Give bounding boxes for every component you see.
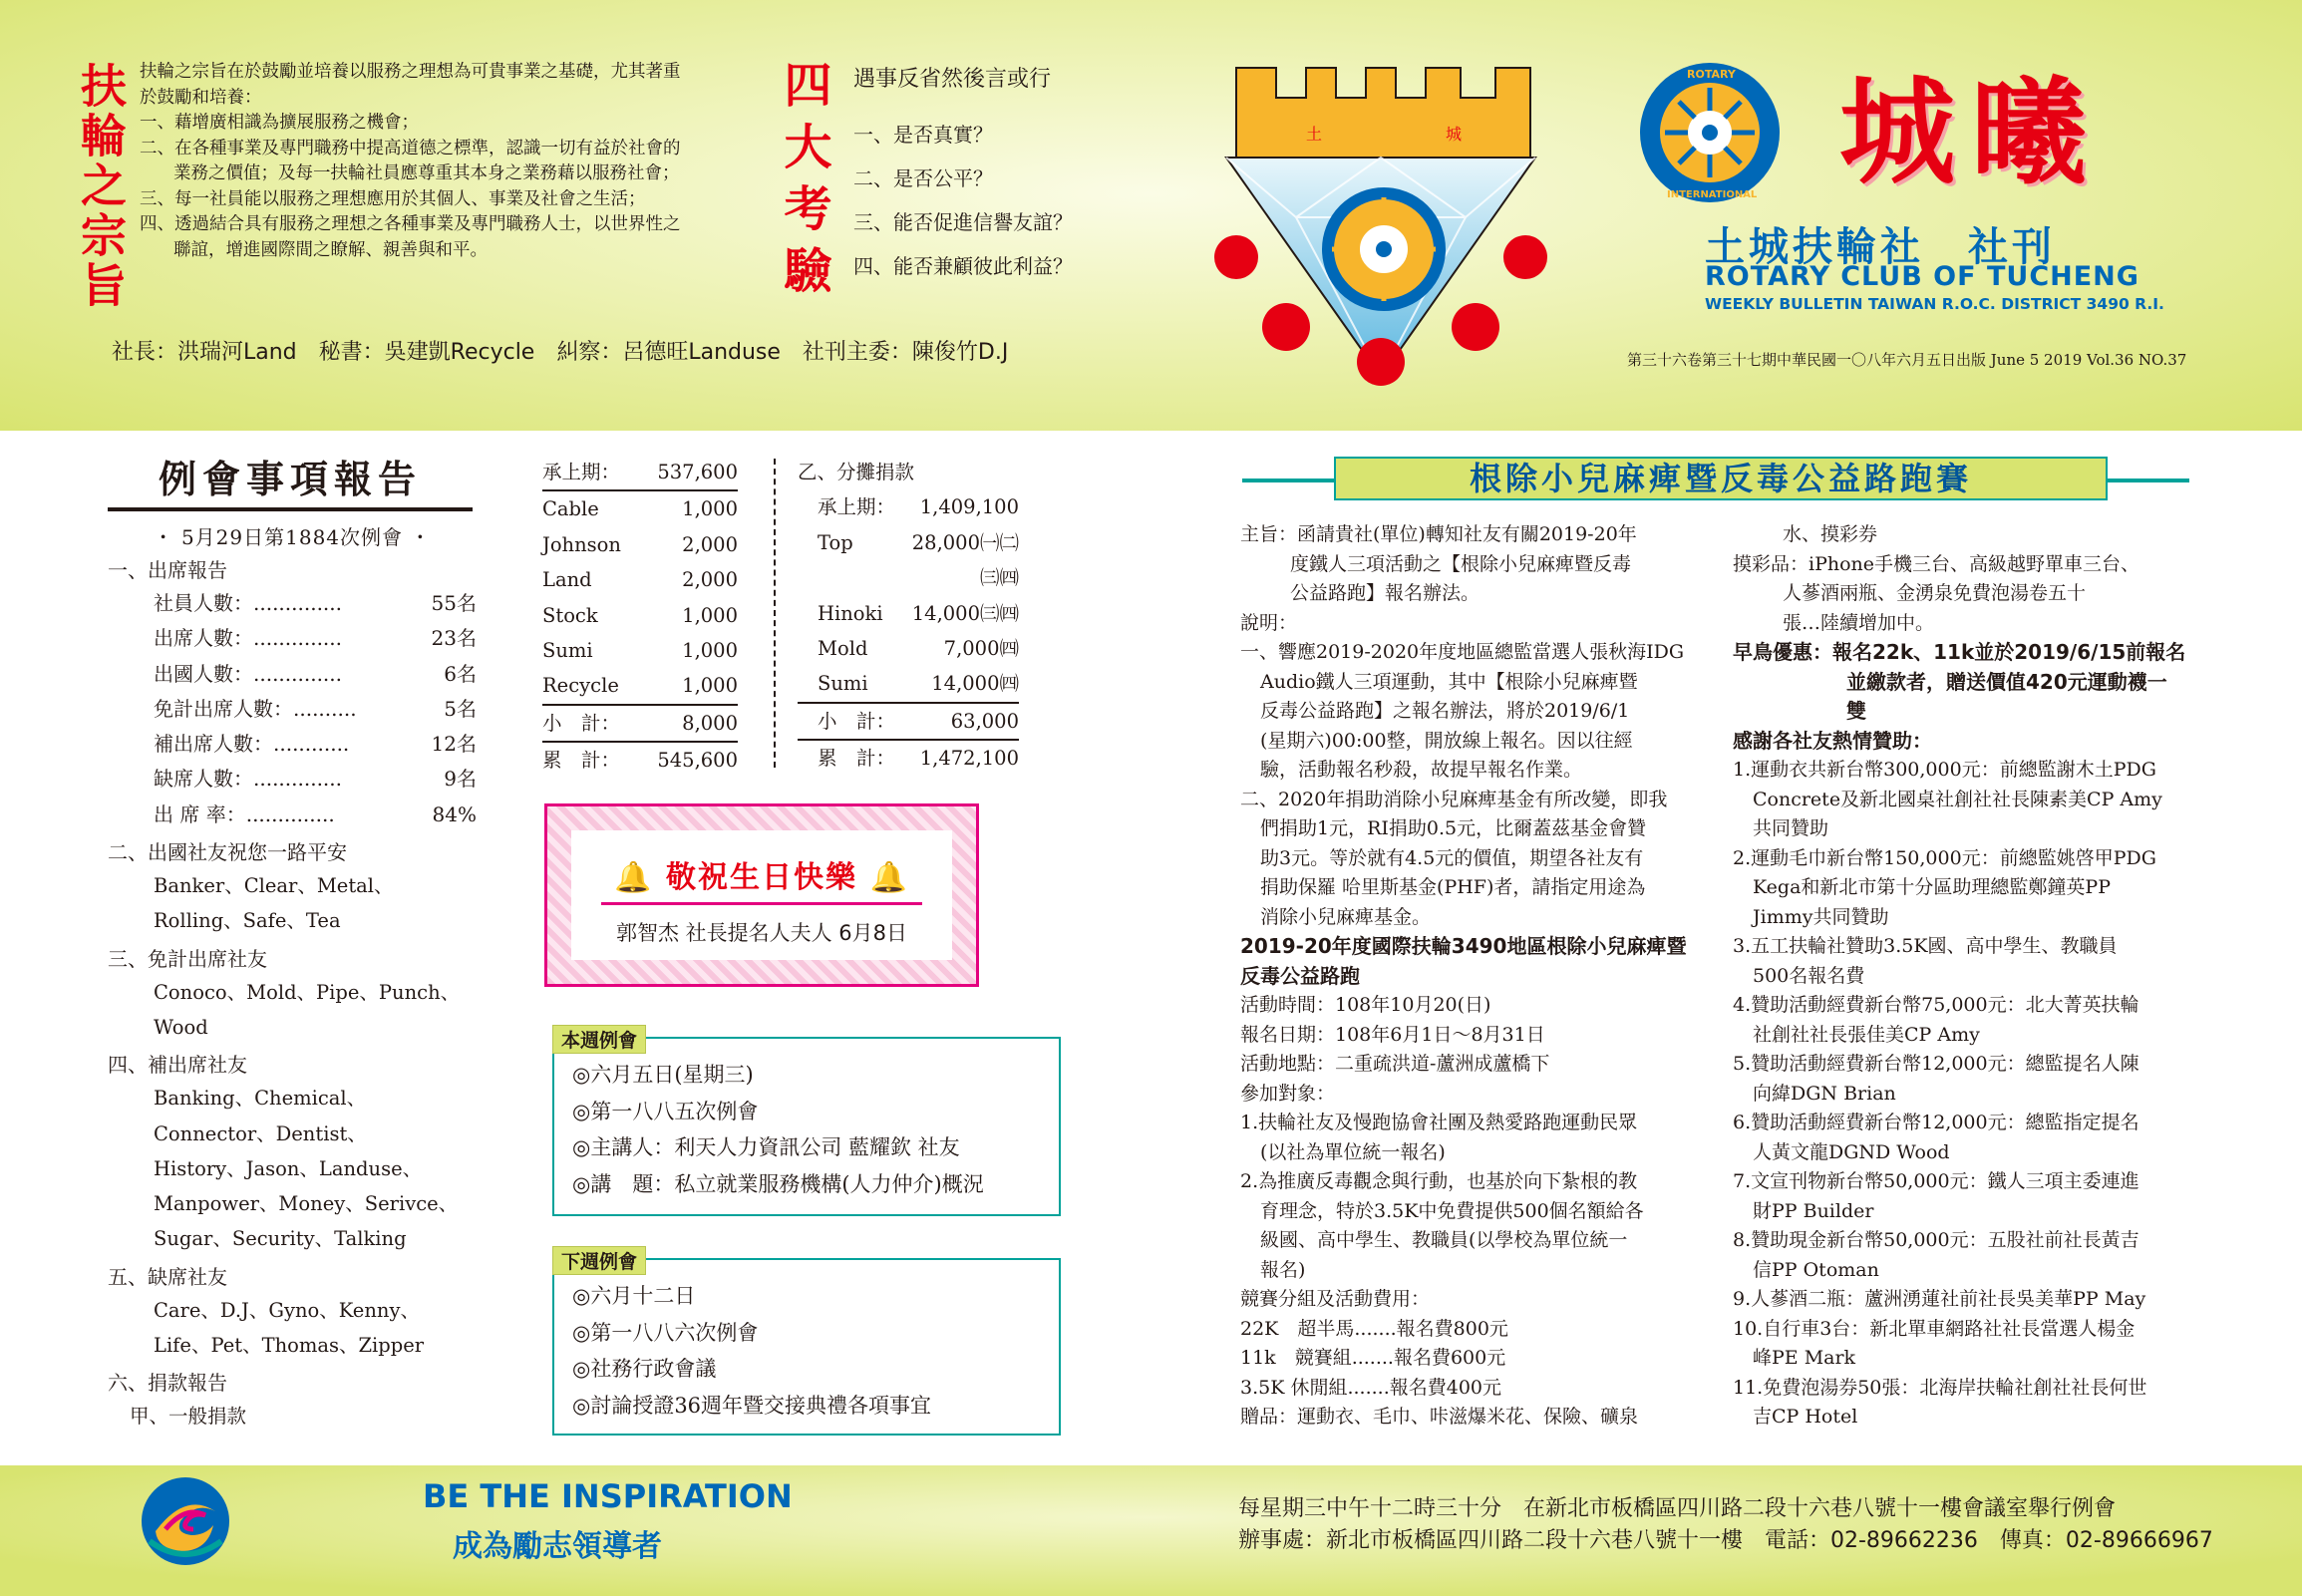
- article-line: 9.人蔘酒二瓶：蘆洲湧蓮社前社長吳美華PP May: [1733, 1288, 2146, 1310]
- slogan-zh: 成為勵志領導者: [453, 1529, 662, 1564]
- schedule-item: ◎討論授證36週年暨交接典禮各項事宜: [572, 1393, 932, 1418]
- article-line: 級國、高中學生、教職員(以學校為單位統一: [1260, 1229, 1628, 1251]
- attendance-row: 出席人數：.............. 23名: [154, 626, 477, 651]
- donation-row: ㈢㈣: [979, 566, 1019, 590]
- attendance-row: 社員人數：.............. 55名: [154, 591, 477, 615]
- bulletin-title: 城曦: [1839, 65, 2103, 200]
- tenet-item: 四、透過結合具有服務之理想之各種事業及專門職務人士，以世界性之: [140, 214, 681, 234]
- donation-row: 承上期： 537,600: [542, 455, 738, 491]
- article-line: 6.贊助活動經費新台幣12,000元：總監指定提名: [1733, 1112, 2139, 1133]
- bulletin-subtitle: WEEKLY BULLETIN TAIWAN R.O.C. DISTRICT 3490 R.I.: [1705, 295, 2164, 313]
- schedule-item: ◎社務行政會議: [572, 1357, 717, 1382]
- donations-general: [542, 455, 738, 779]
- article-line: 信PP Otoman: [1753, 1258, 1879, 1281]
- donation-row: Hinoki 14,000㈢㈣: [818, 601, 1019, 625]
- column-divider: [774, 459, 776, 768]
- next-week-label: 下週例會: [552, 1246, 646, 1275]
- this-week-box: [552, 1030, 1061, 1216]
- article-column-2: [1733, 520, 2201, 1433]
- name-list-line: Care、D.J、Gyno、Kenny、: [154, 1298, 420, 1322]
- article-line: 共同贊助: [1753, 817, 1829, 839]
- donation-row: Top 28,000㈠㈡: [818, 530, 1019, 554]
- emblem-text-right: 城: [1446, 125, 1463, 144]
- schedule-item: ◎主講人：利天人力資訊公司 藍耀欽 社友: [572, 1135, 960, 1160]
- article-line: 22K 超半馬.......報名費800元: [1240, 1317, 1508, 1340]
- article-line: 2.運動毛巾新台幣150,000元：前總監姚啓甲PDG: [1733, 846, 2156, 869]
- donation-row: Sumi 14,000㈣: [818, 672, 1019, 696]
- article-line: 公益路跑】報名辦法。: [1290, 582, 1480, 604]
- article-line: 水、摸彩券: [1783, 523, 1878, 545]
- test-item: 三、能否促進信譽友誼？: [853, 210, 1073, 234]
- test-item: 一、是否真實？: [853, 123, 993, 147]
- tenets-title: 扶輪之宗旨: [74, 62, 128, 311]
- article-line: 育理念，特於3.5K中免費提供500個名額給各: [1260, 1199, 1644, 1222]
- article-line: 一、響應2019-2020年度地區總監當選人張秋海IDG: [1240, 641, 1685, 663]
- article-title: 根除小兒麻痺暨反毒公益路跑賽: [1334, 457, 2108, 500]
- article-line: 捐助保羅 哈里斯基金(PHF)者，請指定用途為: [1260, 876, 1646, 898]
- article-line: 社創社社長張佳美CP Amy: [1753, 1023, 1980, 1046]
- donation-subheading: 甲、一般捐款: [130, 1405, 247, 1429]
- exempt-heading: 三、免計出席社友: [108, 946, 267, 971]
- this-week-label: 本週例會: [552, 1025, 646, 1054]
- meeting-report: [108, 449, 477, 1435]
- article-line: 3.五工扶輪社贊助3.5K國、高中學生、教職員: [1733, 935, 2118, 957]
- article-line: 10.自行車3台：新北單車網路社社長當選人楊金: [1733, 1317, 2136, 1340]
- absent-heading: 五、缺席社友: [108, 1264, 227, 1289]
- birthday-title: 🔔 敬祝生日快樂 🔔: [614, 860, 909, 895]
- article-line: (星期六)00:00整，開放線上報名。因以往經: [1260, 729, 1633, 752]
- club-name-en: ROTARY CLUB OF TUCHENG: [1705, 261, 2139, 292]
- bell-icon: 🔔: [869, 860, 909, 895]
- name-list-line: Conoco、Mold、Pipe、Punch、: [154, 980, 461, 1004]
- test-item: 四、能否兼顧彼此利益？: [853, 254, 1073, 278]
- donation-row: Stock 1,000: [542, 603, 738, 627]
- article-line: 財PP Builder: [1753, 1199, 1874, 1222]
- article-line: Kega和新北市第十分區助理總監鄭鐘英PP: [1753, 876, 2111, 898]
- tenet-item: 二、在各種事業及專門職務中提高道德之標準，認識一切有益於社會的: [140, 138, 681, 159]
- article-line: 8.贊助現金新台幣50,000元：五股社前社長黃吉: [1733, 1229, 2139, 1251]
- article-line: Audio鐵人三項運動，其中【根除小兒麻痺暨: [1260, 670, 1638, 693]
- donation-b-title: 乙、分攤捐款: [798, 461, 915, 483]
- article-line: 報名): [1260, 1258, 1306, 1281]
- article-line: 500名報名費: [1753, 964, 1865, 987]
- schedule-item: ◎第一八八五次例會: [572, 1099, 759, 1123]
- birthday-entry: 郭智杰 社長提名人夫人 6月8日: [615, 921, 908, 945]
- makeup-heading: 四、補出席社友: [108, 1053, 247, 1078]
- abroad-heading: 二、出國社友祝您一路平安: [108, 840, 347, 865]
- schedule-item: ◎六月五日(星期三): [572, 1063, 754, 1087]
- article-line: 4.贊助活動經費新台幣75,000元：北大菁英扶輪: [1733, 994, 2139, 1016]
- rotary-ring-bottom: INTERNATIONAL: [1667, 189, 1758, 200]
- donation-total: 累 計： 545,600: [542, 741, 738, 778]
- article-line: Jimmy共同贊助: [1753, 905, 1889, 928]
- article-line: (以社為單位統一報名): [1260, 1140, 1446, 1163]
- tenet-item: 業務之價值；及每一扶輪社員應尊重其本身之業務藉以服務社會；: [173, 163, 680, 183]
- article-line: 活動地點：二重疏洪道-蘆洲成蘆橋下: [1240, 1053, 1550, 1075]
- name-list-line: Life、Pet、Thomas、Zipper: [154, 1334, 425, 1358]
- name-list-line: Manpower、Money、Serivce、: [154, 1192, 459, 1216]
- donation-total: 累 計： 1,472,100: [798, 739, 1019, 776]
- donation-subtotal: 小 計： 63,000: [798, 702, 1019, 739]
- article-line: 5.贊助活動經費新台幣12,000元：總監提名人陳: [1733, 1053, 2139, 1075]
- inspiration-logo-icon: [136, 1471, 235, 1571]
- tenets-intro-line: 於鼓勵和培養：: [140, 87, 262, 108]
- schedule-item: ◎六月十二日: [572, 1284, 696, 1308]
- article-line: 人蔘酒兩瓶、金湧泉免費泡湯卷五十: [1783, 582, 2087, 604]
- article-column-1: [1240, 520, 1699, 1433]
- name-list-line: Wood: [154, 1015, 208, 1039]
- schedule-item: ◎講 題：私立就業服務機構(人力仲介)概況: [572, 1171, 984, 1196]
- article-line: 2019-20年度國際扶輪3490地區根除小兒麻痺暨: [1240, 934, 1687, 958]
- article-line: 贈品：運動衣、毛巾、咔滋爆米花、保險、礦泉: [1240, 1406, 1639, 1428]
- meeting-info: 每星期三中午十二時三十分 在新北市板橋區四川路二段十六巷八號十一樓會議室舉行例會: [1238, 1496, 2117, 1521]
- meeting-date: ・ 5月29日第1884次例會 ・: [153, 525, 432, 549]
- donation-row: Johnson 2,000: [542, 532, 738, 556]
- attendance-row: 缺席人數：.............. 9名: [154, 767, 477, 792]
- article-line: 說明：: [1240, 611, 1298, 634]
- bell-icon: 🔔: [614, 860, 654, 895]
- article-line: 驗，活動報名秒殺，故提早報名作業。: [1260, 759, 1583, 781]
- four-way-test: [853, 62, 1073, 288]
- donation-row: Cable 1,000: [542, 497, 738, 521]
- donation-row: Land 2,000: [542, 568, 738, 592]
- article-line: 度鐵人三項活動之【根除小兒麻痺暨反毒: [1290, 552, 1632, 575]
- article-line: 向緯DGN Brian: [1753, 1082, 1896, 1105]
- name-list-line: History、Jason、Landuse、: [154, 1156, 423, 1180]
- name-list-line: Rolling、Safe、Tea: [154, 909, 341, 933]
- article-line: 競賽分組及活動費用：: [1240, 1288, 1431, 1310]
- article-line: 反毒公益路跑】之報名辦法，將於2019/6/1: [1260, 700, 1630, 722]
- attendance-row: 補出席人數：............ 12名: [154, 732, 477, 757]
- article-line: 並繳款者，贈送價值420元運動襪一: [1846, 669, 2167, 694]
- donation-row: Mold 7,000㈣: [818, 637, 1019, 661]
- name-list-line: Banker、Clear、Metal、: [154, 874, 394, 898]
- article-line: 人黃文龍DGND Wood: [1753, 1140, 1950, 1163]
- article-line: 報名日期：108年6月1日～8月31日: [1240, 1023, 1545, 1046]
- article-line: 助3元。等於就有4.5元的價值，期望各社友有: [1260, 846, 1644, 869]
- article-line: 2.為推廣反毒觀念與行動，也基於向下紮根的教: [1240, 1170, 1638, 1192]
- attendance-row: 出 席 率：.............. 84%: [154, 801, 477, 826]
- article-line: 反毒公益路跑: [1240, 963, 1360, 988]
- tenet-item: 三、每一社員能以服務之理想應用於其個人、事業及社會之生活；: [140, 188, 646, 209]
- article-line: 參加對象：: [1240, 1082, 1336, 1105]
- test-item: 二、是否公平？: [853, 166, 993, 190]
- donation-heading: 六、捐款報告: [108, 1371, 227, 1396]
- schedule-item: ◎第一八八六次例會: [572, 1320, 759, 1345]
- report-title: 例會事項報告: [108, 449, 473, 511]
- article-line: 1.扶輪社友及慢跑協會社團及熱愛路跑運動民眾: [1240, 1112, 1638, 1133]
- issue-info: 第三十六卷第三十七期中華民國一〇八年六月五日出版 June 5 2019 Vol.36 NO.37: [1627, 351, 2187, 369]
- article-line: 11.免費泡湯券50張：北海岸扶輪社創社社長何世: [1733, 1376, 2147, 1399]
- four-way-test-intro: 遇事反省然後言或行: [853, 67, 1052, 92]
- rotary-ring-top: ROTARY: [1687, 68, 1736, 81]
- diamond-castle-icon: [1206, 58, 1555, 387]
- name-list-line: Connector、Dentist、: [154, 1121, 367, 1145]
- article-line: 吉CP Hotel: [1753, 1406, 1858, 1428]
- next-week-box: [552, 1251, 1061, 1436]
- attendance-row: 免計出席人數：.......... 5名: [154, 696, 477, 721]
- tenets-intro-line: 扶輪之宗旨在於鼓勵並培養以服務之理想為可貴事業之基礎，尤其著重: [140, 62, 681, 82]
- birthday-inner: [571, 830, 952, 960]
- slogan-en: BE THE INSPIRATION: [423, 1477, 793, 1515]
- attendance-heading: 一、出席報告: [108, 558, 227, 582]
- article-line: 3.5K 休閒組.......報名費400元: [1240, 1376, 1501, 1399]
- four-way-test-title: 四大考驗: [776, 60, 831, 307]
- article-line: 11k 競賽組.......報名費600元: [1240, 1347, 1506, 1369]
- birthday-box: [544, 803, 979, 987]
- name-list-line: Sugar、Security、Talking: [154, 1227, 407, 1251]
- article-line: 峰PE Mark: [1753, 1347, 1856, 1369]
- article-line: 張…陸續增加中。: [1783, 611, 1935, 634]
- article-line: 1.運動衣共新台幣300,000元：前總監謝木土PDG: [1733, 759, 2156, 781]
- article-line: 消除小兒麻痺基金。: [1260, 905, 1432, 928]
- name-list-line: Banking、Chemical、: [154, 1087, 367, 1111]
- office-info: 辦事處：新北市板橋區四川路二段十六巷八號十一樓 電話：02-89662236 傳真：02-89666967: [1238, 1528, 2213, 1553]
- article-line: Concrete及新北國桌社創社社長陳素美CP Amy: [1753, 788, 2162, 810]
- article-line: 們捐助1元，RI捐助0.5元，比爾蓋茲基金會贊: [1260, 817, 1647, 839]
- club-name: 土城扶輪社 社刊: [1705, 224, 2056, 270]
- article-line: 早鳥優惠：報名22k、11k並於2019/6/15前報名: [1733, 640, 2186, 664]
- divider: [601, 902, 922, 905]
- club-emblem: [1206, 58, 1555, 387]
- article-line: 二、2020年捐助消除小兒麻痺基金有所改變，即我: [1240, 788, 1668, 810]
- attendance-row: 出國人數：.............. 6名: [154, 661, 477, 686]
- donations-shared: [798, 455, 1019, 777]
- tenet-item: 聯誼，增進國際間之瞭解、親善與和平。: [173, 239, 488, 260]
- tenet-item: 一、藉增廣相識為擴展服務之機會；: [140, 113, 419, 133]
- article-banner: [1242, 457, 2189, 498]
- donation-row: Recycle 1,000: [542, 674, 738, 698]
- article-line: 雙: [1846, 699, 1866, 723]
- donation-row: Sumi 1,000: [542, 639, 738, 663]
- article-line: 7.文宣刊物新台幣50,000元：鐵人三項主委連進: [1733, 1170, 2139, 1192]
- rotary-wheel-icon: [1635, 58, 1785, 207]
- article-line: 感謝各社友熱情贊助：: [1733, 728, 1932, 753]
- donation-row: 承上期： 1,409,100: [818, 495, 1019, 519]
- donation-subtotal: 小 計： 8,000: [542, 704, 738, 741]
- emblem-text-left: 土: [1306, 125, 1323, 144]
- officers-line: 社長：洪瑞河Land 秘書：吳建凱Recycle 糾察：呂德旺Landuse 社刊主委：陳俊竹D.J: [112, 340, 1009, 365]
- article-line: 摸彩品：iPhone手機三台、高級越野單車三台、: [1733, 552, 2140, 575]
- article-line: 活動時間：108年10月20(日): [1240, 994, 1491, 1016]
- article-line: 主旨：函請貴社(單位)轉知社友有關2019-20年: [1240, 523, 1637, 545]
- tenets-text: [140, 60, 738, 263]
